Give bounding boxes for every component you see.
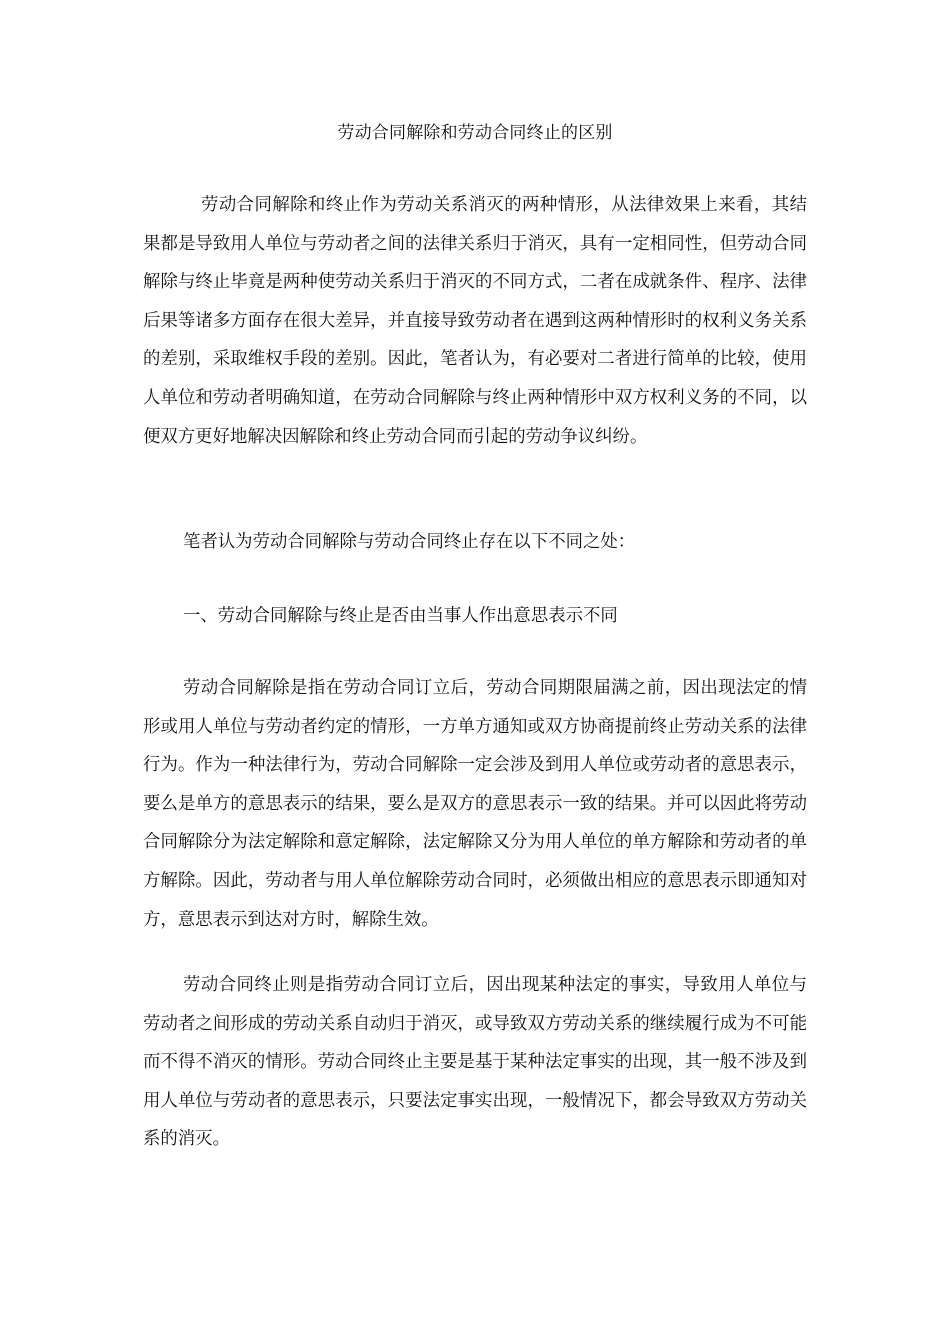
section-heading-1: 一、劳动合同解除与终止是否由当事人作出意思表示不同 bbox=[183, 606, 618, 626]
paragraph-termination-by-dissolution: 劳动合同解除是指在劳动合同订立后，劳动合同期限届满之前，因出现法定的情形或用人单位与劳动者约定的情形，一方单方通知或双方协商提前终止劳动关系的法律行为。作为一种法律行为，劳动合同解除一定会涉及到用人单位或劳动者的意思表示，要么是单方的意思表示的结果，要么是双方的意思表示一致的结果。并可以因此将劳动合同解除分为法定解除和意定解除，法定解除又分为用人单位的单方解除和劳动者的单方解除。因此，劳动者与用人单位解除劳动合同时，必须做出相应的意思表示即通知对方，意思表示到达对方时，解除生效。 bbox=[143, 678, 807, 930]
document-title: 劳动合同解除和劳动合同终止的区别 bbox=[337, 123, 613, 143]
paragraph-intro: 劳动合同解除和终止作为劳动关系消灭的两种情形，从法律效果上来看，其结果都是导致用人单位与劳动者之间的法律关系归于消灭，具有一定相同性，但劳动合同解除与终止毕竟是两种使劳动关系归于消灭的不同方式，二者在成就条件、程序、法律后果等诸多方面存在很大差异，并直接导致劳动者在遇到这两种情形时的权利义务关系的差别，采取维权手段的差别。因此，笔者认为，有必要对二者进行简单的比较，使用人单位和劳动者明确知道，在劳动合同解除与终止两种情形中双方权利义务的不同，以便双方更好地解决因解除和终止劳动合同而引起的劳动争议纠纷。 bbox=[143, 195, 807, 447]
paragraph-termination-by-expiry: 劳动合同终止则是指劳动合同订立后，因出现某种法定的事实，导致用人单位与劳动者之间形成的劳动关系自动归于消灭，或导致双方劳动关系的继续履行成为不可能而不得不消灭的情形。劳动合同终止主要是基于某种法定事实的出现，其一般不涉及到用人单位与劳动者的意思表示，只要法定事实出现，一般情况下，都会导致双方劳动关系的消灭。 bbox=[143, 975, 807, 1150]
paragraph-differences-lead: 笔者认为劳动合同解除与劳动合同终止存在以下不同之处： bbox=[183, 532, 636, 552]
